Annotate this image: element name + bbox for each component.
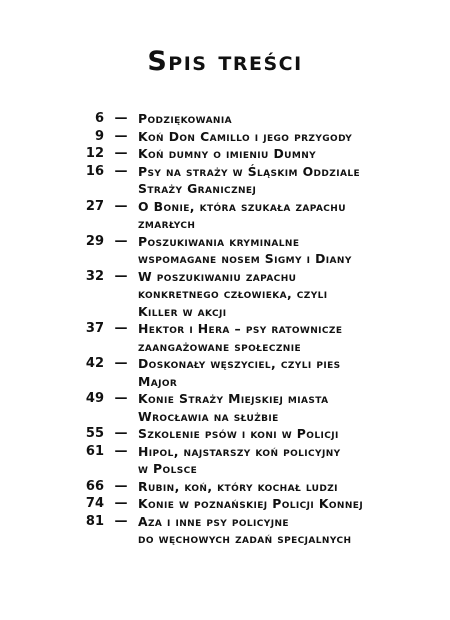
toc-entry-title-line: Killer w akcji: [138, 303, 227, 319]
toc-entry-title: [138, 390, 418, 425]
toc-entry-title-line: wspomagane nosem Sigmy i Diany: [138, 251, 352, 266]
toc-page-number: 32: [85, 268, 104, 284]
toc-dash: —: [114, 163, 128, 179]
toc-dash: —: [114, 233, 128, 249]
toc-entry-title-line: Koń Don Camillo i jego przygody: [138, 128, 353, 144]
toc-entry-title-line: Doskonały węszyciel, czyli pies: [138, 356, 341, 371]
toc-page-number: 81: [85, 513, 104, 529]
toc-entry-title: [138, 268, 418, 321]
toc-entry: [0, 478, 450, 496]
toc-dash: —: [114, 128, 128, 144]
toc-page-number: 49: [85, 391, 104, 406]
toc-entry-title: [138, 110, 418, 128]
toc-entry-title-line: Psy na straży w Śląskim Oddziale: [138, 163, 361, 179]
toc-entry-title-line: Podziękowania: [138, 111, 232, 126]
toc-entry-title-line: konkretnego człowieka, czyli: [138, 286, 328, 301]
toc-entry-title-line: Poszukiwania kryminalne: [138, 233, 300, 249]
toc-dash: —: [114, 321, 128, 336]
toc-page-number: 29: [85, 233, 104, 249]
toc-entry-title-line: W poszukiwaniu zapachu: [138, 268, 297, 284]
toc-dash: —: [114, 426, 128, 441]
toc-entry-title-line: zaangażowane społecznie: [138, 338, 302, 354]
toc-entry: [0, 128, 450, 146]
toc-entry-title-line: Koń dumny o imieniu Dumny: [138, 146, 317, 161]
toc-entry-title: [138, 495, 418, 513]
page-title: Spis treści: [147, 46, 303, 77]
toc-dash: —: [114, 391, 128, 406]
toc-entry-title-line: Szkolenie psów i koni w Policji: [138, 426, 339, 441]
toc-entry: [0, 513, 450, 548]
toc-entry-title-line: Hektor i Hera – psy ratownicze: [138, 321, 343, 336]
toc-entry-title-line: Wrocławia na służbie: [138, 408, 279, 424]
toc-dash: —: [114, 513, 128, 529]
toc-entry-title-line: O Bonie, która szukała zapachu: [138, 198, 346, 214]
toc-entry-title-line: do węchowych zadań specjalnych: [138, 531, 352, 546]
toc-entry: [0, 355, 450, 390]
toc-entry-title: [138, 233, 418, 268]
toc-entry-title-line: Major: [138, 373, 178, 389]
toc-entry: [0, 425, 450, 443]
toc-entry: [0, 443, 450, 478]
toc-entry: [0, 233, 450, 268]
toc-entry: [0, 390, 450, 425]
toc-dash: —: [114, 478, 128, 494]
toc-page-number: 55: [85, 426, 104, 441]
toc-entry: [0, 268, 450, 321]
toc-dash: —: [114, 356, 128, 371]
toc-entry-title: [138, 443, 418, 478]
toc-entry-title-line: Straży Granicznej: [138, 181, 257, 196]
toc-entry: [0, 320, 450, 355]
table-of-contents: [0, 110, 450, 548]
toc-dash: —: [114, 443, 128, 459]
toc-page-number: 12: [85, 146, 104, 161]
toc-entry: [0, 163, 450, 198]
toc-dash: —: [114, 198, 128, 214]
toc-entry-title-line: Konie w poznańskiej Policji Konnej: [138, 496, 364, 511]
toc-entry-title: [138, 513, 418, 548]
toc-entry-title: [138, 145, 418, 163]
toc-entry-title: [138, 478, 418, 496]
toc-entry-title: [138, 355, 418, 390]
toc-dash: —: [114, 146, 128, 161]
toc-page-number: 16: [85, 163, 104, 179]
toc-page-number: 37: [85, 321, 104, 336]
toc-page-number: 27: [85, 198, 104, 214]
toc-entry-title: [138, 163, 418, 198]
toc-page-number: 9: [94, 128, 104, 144]
toc-entry-title-line: zmarłych: [138, 216, 196, 231]
toc-entry: [0, 110, 450, 128]
toc-entry-title-line: Hipol, najstarszy koń policyjny: [138, 443, 341, 459]
toc-dash: —: [114, 268, 128, 284]
toc-entry-title: [138, 198, 418, 233]
toc-entry-title-line: w Polsce: [138, 461, 198, 476]
toc-entry: [0, 495, 450, 513]
toc-entry-title-line: Rubin, koń, który kochał ludzi: [138, 478, 338, 494]
toc-entry-title: [138, 320, 418, 355]
toc-dash: —: [114, 496, 128, 511]
toc-entry: [0, 198, 450, 233]
toc-page-number: 6: [94, 111, 104, 126]
toc-page-number: 74: [85, 496, 104, 511]
toc-entry-title-line: Konie Straży Miejskiej miasta: [138, 391, 329, 406]
toc-page-number: 42: [85, 356, 104, 371]
toc-entry-title-line: Aza i inne psy policyjne: [138, 513, 289, 529]
toc-page-number: 66: [85, 478, 104, 494]
toc-entry-title: [138, 128, 418, 146]
toc-page-number: 61: [85, 443, 104, 459]
toc-entry: [0, 145, 450, 163]
toc-dash: —: [114, 111, 128, 126]
toc-entry-title: [138, 425, 418, 443]
